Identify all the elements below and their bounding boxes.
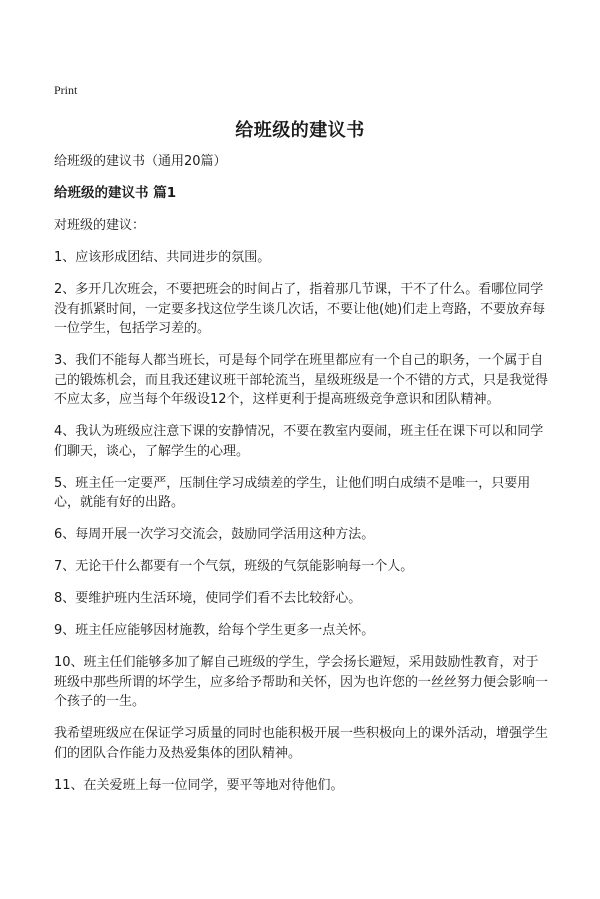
- print-label: Print: [54, 83, 78, 97]
- paragraph-4: 4、我认为班级应注意下课的安静情况，不要在教室内耍闹，班主任在课下可以和同学们聊天，谈心，了解学生的心理。: [54, 424, 544, 459]
- paragraph-9: 9、班主任应能够因材施教，给每个学生更多一点关怀。: [54, 623, 375, 638]
- paragraph-11: 11、在关爱班上每一位同学，要平等地对待他们。: [54, 777, 344, 793]
- paragraph-1: 1、应该形成团结、共同进步的氛围。: [54, 250, 271, 265]
- intro-paragraph: 对班级的建议：: [54, 218, 146, 233]
- paragraph-8: 8、要维护班内生活环境，使同学们看不去比较舒心。: [54, 591, 362, 606]
- paragraph-wish: 我希望班级应在保证学习质量的同时也能积极开展一些积极向上的课外活动，增强学生们的团队合作能力及热爱集体的团队精神。: [54, 726, 549, 761]
- paragraph-3: 3、我们不能每人都当班长，可是每个同学在班里都应有一个自己的职务，一个属于自己的锻炼机会，而且我还建议班干部轮流当，星级班级是一个不错的方式，只是我觉得不应太多，应当每个年级设12个，这样更利于提高班级竞争意识和团队精神。: [54, 353, 549, 407]
- document-body: [54, 152, 550, 808]
- paragraph-10: 10、班主任们能够多加了解自己班级的学生，学会扬长避短，采用鼓励性教育，对于班级中那些所谓的坏学生，应多给予帮助和关怀，因为也许您的一丝丝努力便会影响一个孩子的一生。: [54, 655, 549, 709]
- section-heading: 给班级的建议书 篇1: [54, 185, 177, 201]
- paragraph-7: 7、无论干什么都要有一个气氛，班级的气氛能影响每一个人。: [54, 559, 414, 574]
- paragraph-6: 6、每周开展一次学习交流会，鼓励同学活用这种方法。: [54, 527, 375, 542]
- paragraph-2: 2、多开几次班会，不要把班会的时间占了，指着那几节课，干不了什么。看哪位同学没有抓紧时间，一定要多找这位学生谈几次话，不要让他(她)们走上弯路，不要放弃每一位学生，包括学习差的。: [54, 282, 546, 336]
- document-subtitle: 给班级的建议书（通用20篇）: [54, 154, 227, 169]
- document-title: 给班级的建议书: [235, 120, 365, 141]
- paragraph-5: 5、班主任一定要严，压制住学习成绩差的学生，让他们明白成绩不是唯一，只要用心，就能有好的出路。: [54, 475, 531, 510]
